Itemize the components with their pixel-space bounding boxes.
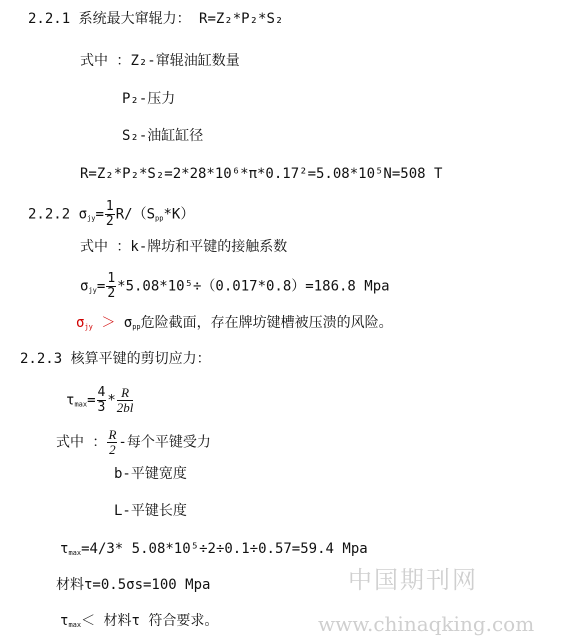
- sigma-sub: jy: [88, 286, 97, 295]
- fraction-den: 3: [97, 400, 106, 415]
- calc-3-rest: =4/3* 5.08*10⁵÷2÷0.1÷0.57=59.4 Mpa: [81, 541, 368, 557]
- conclusion-text: ＜ 材料τ 符合要求。: [81, 613, 219, 629]
- equals: =: [96, 278, 106, 295]
- fraction-den: 2: [105, 214, 114, 229]
- where-2: 式中 ：k-牌坊和平键的接触系数: [80, 239, 288, 255]
- calc-2: [80, 272, 390, 301]
- calc-2-rest: *5.08*10⁵÷（0.017*0.8）=186.8 Mpa: [117, 278, 390, 295]
- section-221-formula: R=Z₂*P₂*S₂: [199, 11, 284, 27]
- danger-text: 危险截面，存在牌坊键槽被压溃的风险。: [140, 315, 393, 331]
- tau-formula: [66, 386, 134, 415]
- tau-symbol: τ: [60, 613, 69, 629]
- sigma-symbol: σ: [80, 278, 89, 295]
- where-prefix: 式中 ：: [56, 434, 107, 451]
- fraction-den: 2: [109, 442, 116, 457]
- section-222-num: 2.2.2: [28, 206, 71, 223]
- tau-sub: max: [68, 621, 82, 629]
- fraction-r-2: [107, 428, 117, 457]
- tau-symbol: τ: [66, 392, 75, 409]
- tau-symbol: τ: [60, 541, 69, 557]
- calc-1: R=Z₂*P₂*S₂=2*28*10⁶*π*0.17²=5.08*10⁵N=508 T: [80, 166, 443, 182]
- tau-sub: max: [68, 549, 82, 557]
- pp-sub: pp: [155, 214, 164, 223]
- fraction-num: 4: [97, 385, 106, 400]
- sigma-pp-sub: pp: [132, 323, 141, 331]
- where-b: b-平键宽度: [114, 466, 187, 482]
- conclusion: [60, 612, 218, 634]
- where-p: P₂-压力: [122, 91, 176, 107]
- fraction-r-2bl: [117, 386, 134, 415]
- formula-tail-2: *K）: [163, 206, 195, 223]
- watermark-cn: 中国期刊网: [348, 566, 478, 594]
- equals: =: [95, 206, 104, 223]
- section-221-title: 2.2.1 系统最大窜辊力：: [28, 11, 191, 27]
- formula-tail: R/（S: [115, 206, 156, 223]
- fraction-den: 2: [107, 286, 116, 301]
- section-221: [28, 10, 283, 28]
- material-line: [56, 576, 210, 594]
- where-block-1: [80, 52, 240, 70]
- fraction-half: [106, 272, 116, 301]
- where-s: S₂-油缸缸径: [122, 128, 204, 144]
- fraction-num: 1: [105, 199, 114, 214]
- sigma-pp: σ: [123, 315, 133, 331]
- where-r: -每个平键受力: [118, 434, 211, 451]
- greater-than: ＞: [101, 315, 116, 331]
- where-prefix: 式中 ：: [80, 53, 131, 69]
- section-222: [28, 200, 194, 229]
- fraction-half: [105, 200, 115, 229]
- material-tail: s=100 Mpa: [134, 577, 211, 593]
- sigma-jy-sub: jy: [84, 323, 93, 331]
- equals: =: [87, 392, 96, 409]
- tau-sub: max: [74, 400, 88, 409]
- multiply: *: [107, 392, 116, 409]
- fraction-num: R: [108, 427, 117, 442]
- fraction-num: R: [117, 386, 134, 401]
- where-l: L-平键长度: [114, 503, 187, 519]
- fraction-den: 2bl: [116, 400, 134, 415]
- sigma-jy-red: σ: [76, 315, 85, 331]
- sigma-sub: jy: [87, 214, 96, 223]
- section-223: 2.2.3 核算平键的剪切应力：: [20, 351, 211, 367]
- where-z: Z₂-窜辊油缸数量: [130, 53, 240, 69]
- fraction-four-thirds: [97, 386, 107, 415]
- calc-3: [60, 540, 368, 562]
- material-text: 材料τ=0.5σ: [56, 577, 135, 593]
- danger-note: [76, 314, 393, 336]
- fraction-num: 1: [107, 271, 116, 286]
- where-block-3: [56, 428, 211, 457]
- watermark-url: www.chinaqking.com: [318, 612, 535, 636]
- sigma-symbol: σ: [78, 206, 88, 223]
